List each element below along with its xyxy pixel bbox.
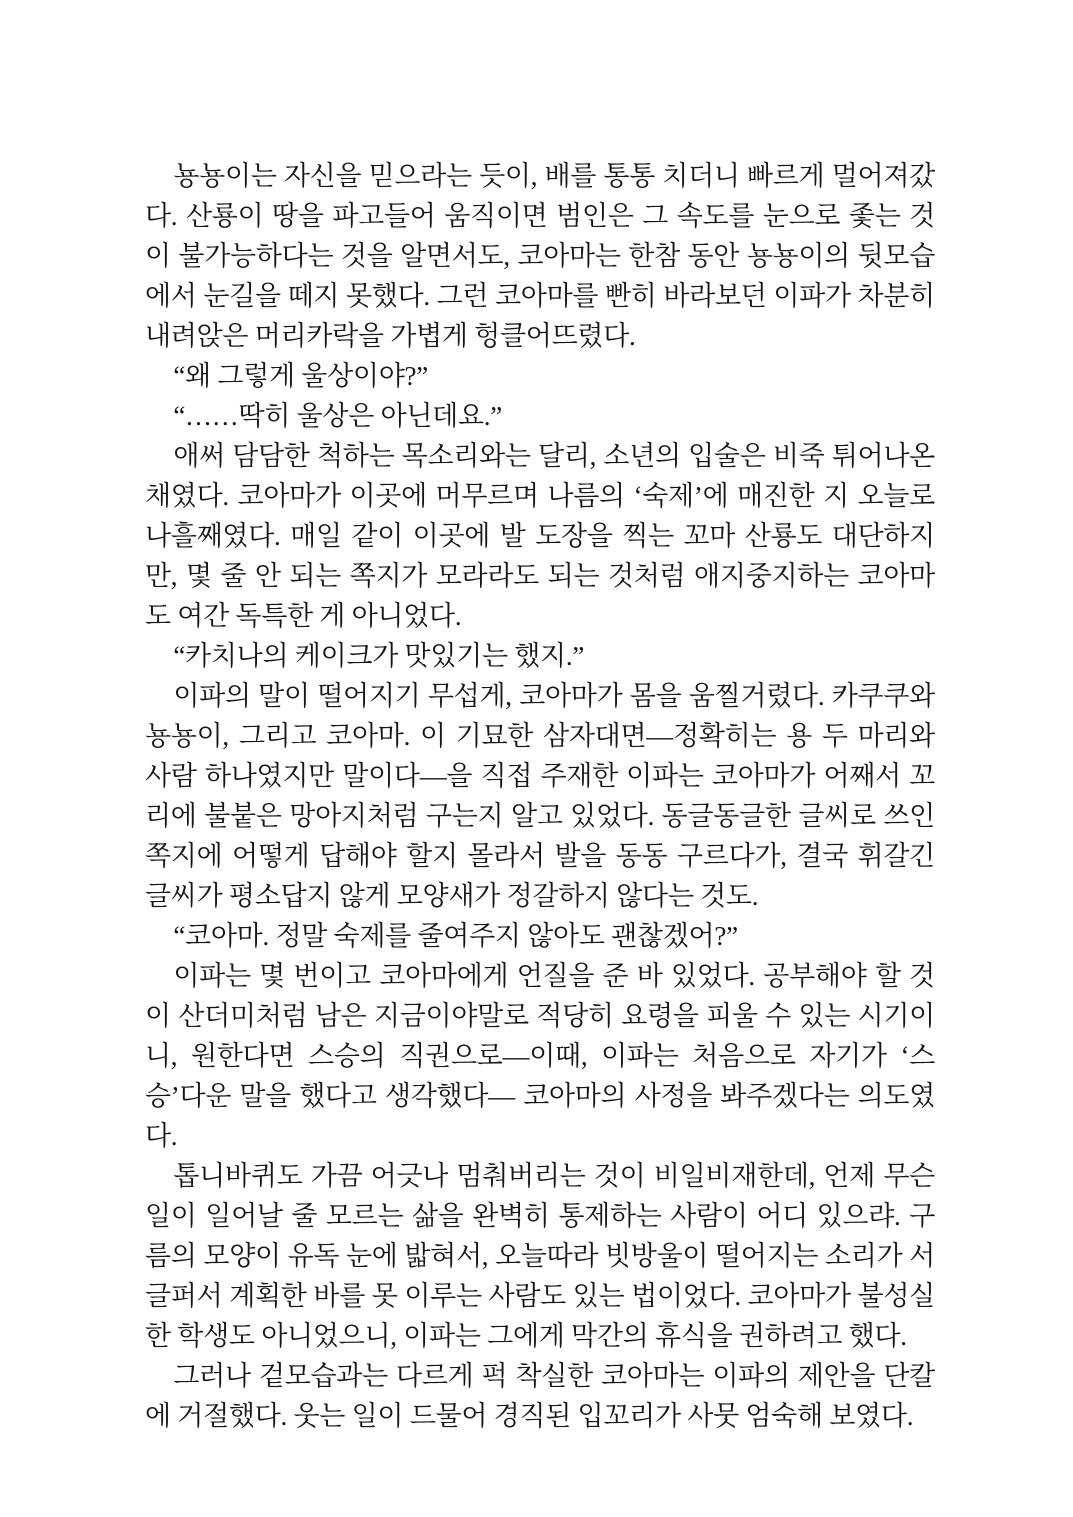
paragraph-dialogue: “……딱히 울상은 아닌데요.” (173, 401, 502, 431)
paragraph-narration: 애써 담담한 척하는 목소리와는 달리, 소년의 입술은 비죽 튀어나온 채였다. 코아마가 이곳에 머무르며 나름의 ‘숙제’에 매진한 지 오늘로 나흘째였다. 매일 같이 이곳에 발 도장을 찍는 꼬마 산룡도 대단하지만, 몇 줄 안 되는 쪽지가 모라라도 되는 것처럼 애지중지하는 코아마도 여간 독특한 게 아니었다. (145, 441, 935, 631)
paragraph-dialogue: “카치나의 케이크가 맛있기는 했지.” (173, 641, 585, 671)
paragraph-narration: 뇽뇽이는 자신을 믿으라는 듯이, 배를 통통 치더니 빠르게 멀어져갔다. 산룡이 땅을 파고들어 움직이면 범인은 그 속도를 눈으로 좇는 것이 불가능하다는 것을 알면서도, 코아마는 한참 동안 뇽뇽이의 뒷모습에서 눈길을 떼지 못했다. 그런 코아마를 빤히 바라보던 이파가 차분히 내려앉은 머리카락을 가볍게 헝클어뜨렸다. (145, 161, 935, 351)
novel-text-block (145, 156, 935, 1436)
paragraph-narration: 톱니바퀴도 가끔 어긋나 멈춰버리는 것이 비일비재한데, 언제 무슨 일이 일어날 줄 모르는 삶을 완벽히 통제하는 사람이 어디 있으랴. 구름의 모양이 유독 눈에 밟혀서, 오늘따라 빗방울이 떨어지는 소리가 서글퍼서 계획한 바를 못 이루는 사람도 있는 법이었다. 코아마가 불성실한 학생도 아니었으니, 이파는 그에게 막간의 휴식을 권하려고 했다. (145, 1161, 935, 1351)
paragraph-narration: 그러나 겉모습과는 다르게 퍽 착실한 코아마는 이파의 제안을 단칼에 거절했다. 웃는 일이 드물어 경직된 입꼬리가 사뭇 엄숙해 보였다. (145, 1361, 935, 1431)
paragraph-narration: 이파의 말이 떨어지기 무섭게, 코아마가 몸을 움찔거렸다. 카쿠쿠와 뇽뇽이, 그리고 코아마. 이 기묘한 삼자대면—정확히는 용 두 마리와 사람 하나였지만 말이다—을 직접 주재한 이파는 코아마가 어째서 꼬리에 불붙은 망아지처럼 구는지 알고 있었다. 동글동글한 글씨로 쓰인 쪽지에 어떻게 답해야 할지 몰라서 발을 동동 구르다가, 결국 휘갈긴 글씨가 평소답지 않게 모양새가 정갈하지 않다는 것도. (145, 681, 935, 911)
paragraph-dialogue: “왜 그렇게 울상이야?” (173, 361, 428, 391)
paragraph-narration: 이파는 몇 번이고 코아마에게 언질을 준 바 있었다. 공부해야 할 것이 산더미처럼 남은 지금이야말로 적당히 요령을 피울 수 있는 시기이니, 원한다면 스승의 직권으로—이때, 이파는 처음으로 자기가 ‘스승’다운 말을 했다고 생각했다— 코아마의 사정을 봐주겠다는 의도였다. (145, 961, 935, 1151)
paragraph-dialogue: “코아마. 정말 숙제를 줄여주지 않아도 괜찮겠어?” (173, 921, 738, 951)
